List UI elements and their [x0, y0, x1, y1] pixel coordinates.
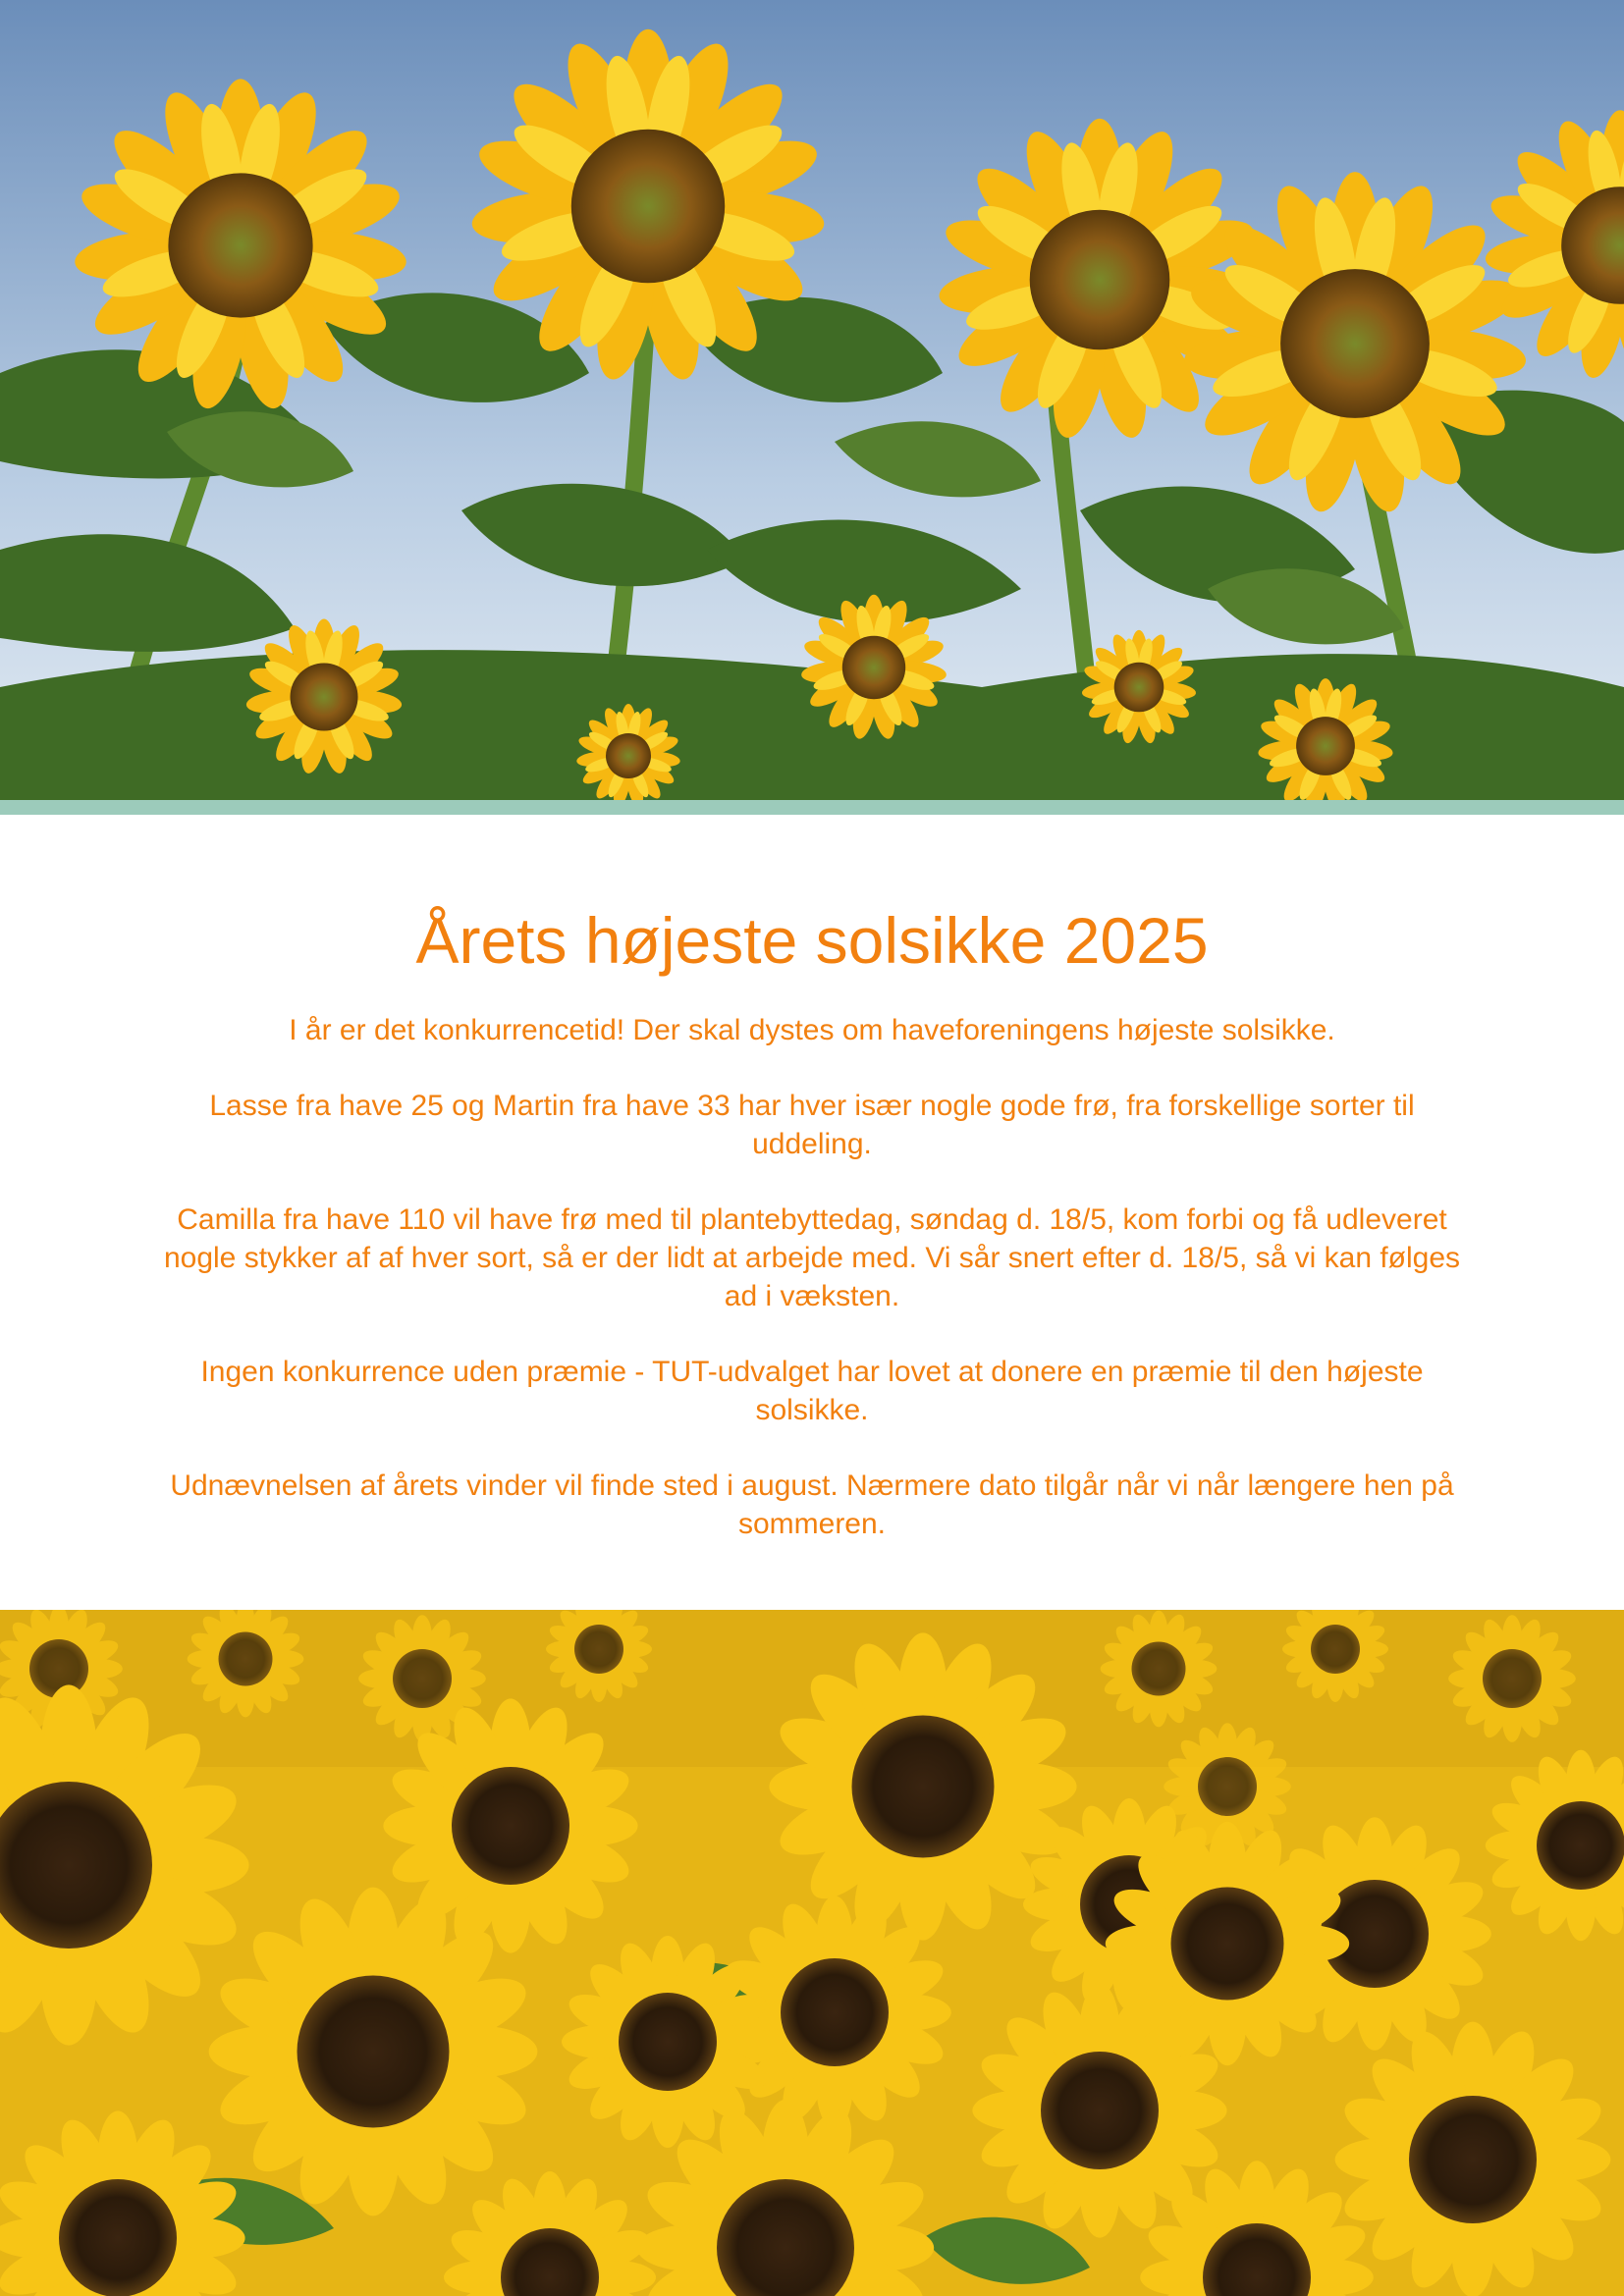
article-content [0, 815, 1624, 1610]
sunflower-field-image [0, 1610, 1624, 2296]
sunflowers-against-sky-image [0, 0, 1624, 800]
paragraph-intro: I år er det konkurrencetid! Der skal dystes om haveforeningens højeste solsikke. [289, 1014, 1335, 1046]
paragraph-plant-swap: Camilla fra have 110 vil have frø med til plantebyttedag, søndag d. 18/5, kom forbi og få udleveret nogle stykker af af hver sort, så er der lidt at arbejde med. Vi sår snert efter d. 18/5, så vi kan følges ad i væksten. [163, 1203, 1461, 1312]
page-title: Årets højeste solsikke 2025 [415, 904, 1209, 977]
article-body [147, 1011, 1477, 1580]
divider-rule [0, 800, 1624, 815]
paragraph-seeds: Lasse fra have 25 og Martin fra have 33 har hver især nogle gode frø, fra forskellige sorter til uddeling. [209, 1090, 1415, 1160]
paragraph-winner: Udnævnelsen af årets vinder vil finde sted i august. Nærmere dato tilgår når vi når længere hen på sommeren. [170, 1469, 1454, 1540]
hero-sunflower-photo [0, 0, 1624, 800]
sunflower-field-photo [0, 1610, 1624, 2296]
paragraph-prize: Ingen konkurrence uden præmie - TUT-udvalget har lovet at donere en præmie til den højeste solsikke. [200, 1356, 1424, 1426]
